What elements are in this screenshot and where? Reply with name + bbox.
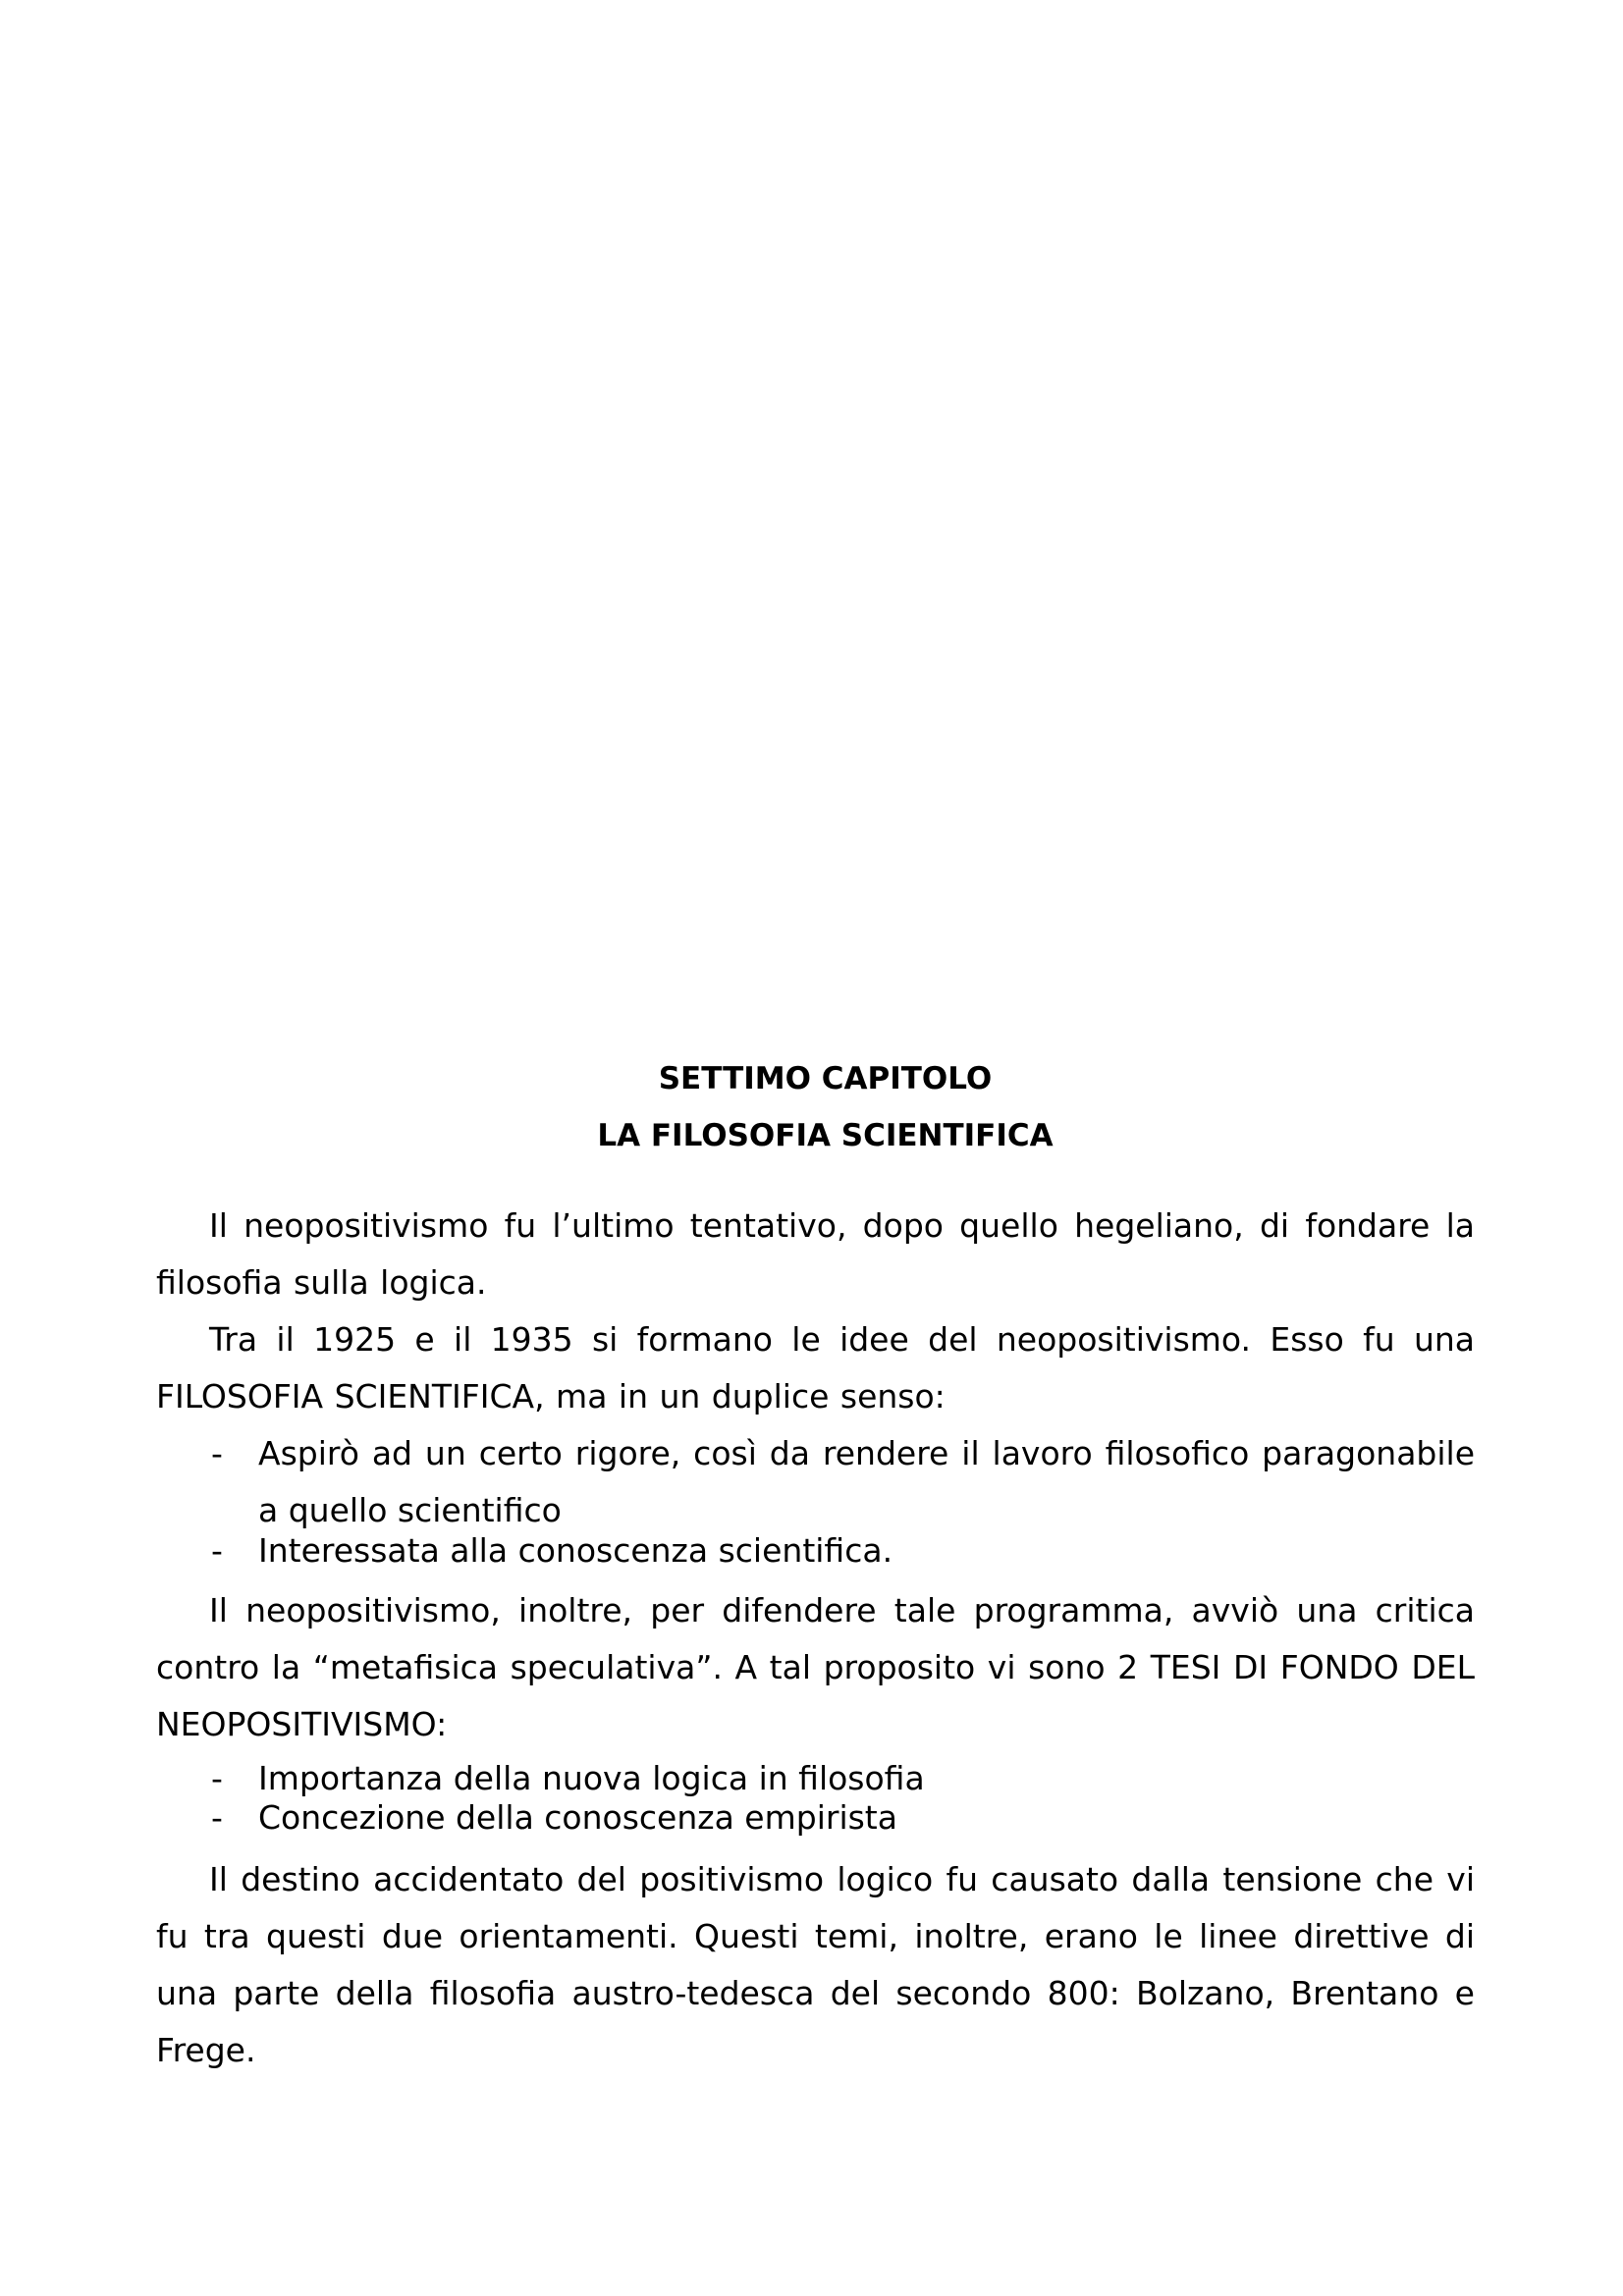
list-dash-marker: - [211, 1759, 223, 1797]
list-core-theses [156, 1759, 1475, 1838]
list-dash-marker: - [211, 1531, 223, 1570]
paragraph-scientific-philosophy: Tra il 1925 e il 1935 si formano le idee del neopositivismo. Esso fu una FILOSOFIA SCIENTIFICA, ma in un duplice senso: [156, 1320, 1475, 1415]
heading-spacer [156, 1164, 1475, 1198]
list-item [156, 1531, 1475, 1571]
page-content [156, 1050, 1475, 2079]
list-item-text: Interessata alla conoscenza scientifica. [258, 1531, 893, 1570]
list-dash-marker: - [211, 1434, 223, 1472]
paragraph-intro: Il neopositivismo fu l’ultimo tentativo, dopo quello hegeliano, di fondare la filosofia sulla logica. [156, 1206, 1475, 1302]
chapter-number-heading: SETTIMO CAPITOLO [658, 1061, 993, 1096]
list-dash-marker: - [211, 1798, 223, 1837]
list-item [156, 1798, 1475, 1838]
list-item-text: Importanza della nuova logica in filosofia [258, 1759, 925, 1797]
list-item [156, 1759, 1475, 1798]
paragraph-critique-metaphysics: Il neopositivismo, inoltre, per difendere tale programma, avviò una critica contro la “metafisica speculativa”. A tal proposito vi sono 2 TESI DI FONDO DEL NEOPOSITIVISMO: [156, 1591, 1475, 1743]
list-double-sense [156, 1425, 1475, 1571]
list-item-text: Concezione della conoscenza empirista [258, 1798, 897, 1837]
list-item-text: Aspirò ad un certo rigore, così da rendere il lavoro filosofico paragonabile a quello scientifico [258, 1434, 1475, 1529]
paragraph-destiny: Il destino accidentato del positivismo logico fu causato dalla tensione che vi fu tra questi due orientamenti. Questi temi, inoltre, erano le linee direttive di una parte della filosofia austro-tedesca del secondo 800: Bolzano, Brentano e Frege. [156, 1860, 1475, 2069]
list-item [156, 1425, 1475, 1539]
chapter-title-heading: LA FILOSOFIA SCIENTIFICA [597, 1118, 1054, 1153]
